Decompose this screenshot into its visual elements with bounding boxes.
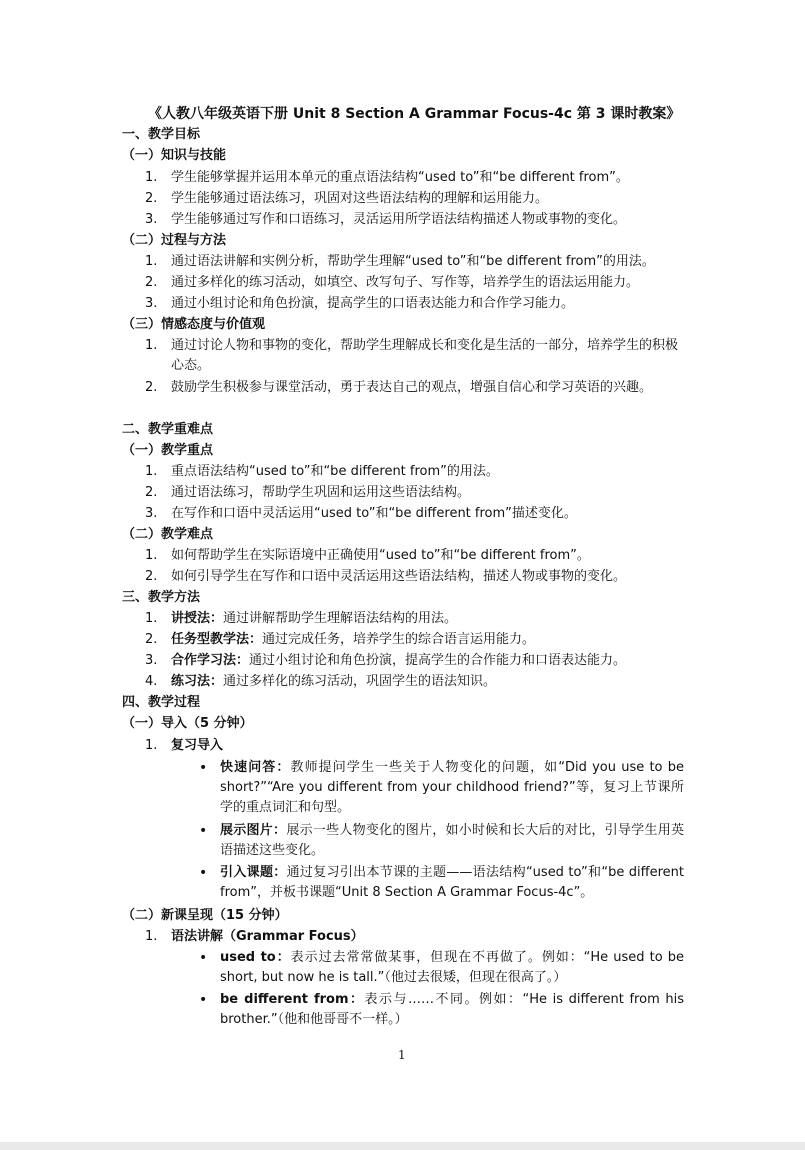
bullet-label: be different from：: [220, 992, 365, 1007]
list-number: 4.: [145, 674, 158, 689]
list-number: 3.: [145, 653, 158, 668]
bullet-icon: •: [199, 950, 208, 966]
bullet-text: 展示一些人物变化的图片，如小时候和长大后的对比，引导学生用英语描述这些变化。: [220, 823, 684, 858]
bullet-text: 表示过去常常做某事，但现在不再做了。例如：“He used to be short, but now he is tall.”（他过去很矮，但现在很高了。）: [220, 950, 684, 985]
step-label: 语法讲解（Grammar Focus）: [171, 929, 364, 944]
list-item: 重点语法结构“used to”和“be different from”的用法。: [171, 464, 499, 479]
list-number: 1.: [145, 338, 158, 353]
list-number: 3.: [145, 212, 158, 227]
list-number: 3.: [145, 506, 158, 521]
method-label: 任务型教学法：: [171, 632, 263, 647]
list-item: 如何帮助学生在实际语境中正确使用“used to”和“be different from”。: [171, 548, 590, 563]
section-heading-methods: 三、教学方法: [122, 590, 201, 605]
list-item: 通过小组讨论和角色扮演，提高学生的口语表达能力和合作学习能力。: [171, 296, 575, 311]
subheading-knowledge: （一）知识与技能: [122, 148, 227, 163]
section-heading-process: 四、教学过程: [122, 695, 201, 710]
method-label: 合作学习法：: [171, 653, 250, 668]
method-item: [171, 651, 626, 671]
method-label: 讲授法：: [171, 611, 224, 626]
bullet-item: [220, 821, 684, 861]
step-label: 复习导入: [171, 738, 224, 753]
document-title: 《人教八年级英语下册 Unit 8 Section A Grammar Focus-4c 第 3 课时教案》: [148, 106, 681, 122]
list-number: 2.: [145, 632, 158, 647]
subheading-focus: （一）教学重点: [122, 443, 214, 458]
bullet-label: 快速问答：: [220, 760, 291, 775]
list-item: 学生能够通过语法练习，巩固对这些语法结构的理解和运用能力。: [171, 191, 549, 206]
method-text: 通过多样化的练习活动，巩固学生的语法知识。: [223, 674, 497, 689]
list-number: 1.: [145, 548, 158, 563]
list-item: 如何引导学生在写作和口语中灵活运用这些语法结构，描述人物或事物的变化。: [171, 569, 627, 584]
list-item: 学生能够通过写作和口语练习，灵活运用所学语法结构描述人物或事物的变化。: [171, 212, 627, 227]
list-item: 通过讨论人物和事物的变化，帮助学生理解成长和变化是生活的一部分，培养学生的积极心态。: [171, 338, 679, 373]
bullet-icon: •: [199, 760, 208, 776]
bullet-item: [220, 758, 684, 818]
subheading-difficulty: （二）教学难点: [122, 527, 214, 542]
method-label: 练习法：: [171, 674, 224, 689]
bullet-item: [220, 990, 684, 1030]
bullet-item: [220, 863, 684, 903]
list-item: 通过多样化的练习活动，如填空、改写句子、写作等，培养学生的语法运用能力。: [171, 275, 640, 290]
list-number: 2.: [145, 191, 158, 206]
method-text: 通过讲解帮助学生理解语法结构的用法。: [223, 611, 458, 626]
bullet-icon: •: [199, 992, 208, 1008]
list-item: 通过语法练习，帮助学生巩固和运用这些语法结构。: [171, 485, 471, 500]
section-heading-key-points: 二、教学重难点: [122, 422, 214, 437]
subheading-lead-in: （一）导入（5 分钟）: [122, 716, 253, 731]
method-text: 通过小组讨论和角色扮演，提高学生的合作能力和口语表达能力。: [249, 653, 627, 668]
bullet-item: [220, 948, 684, 988]
method-item: [171, 609, 457, 629]
list-number: 1.: [145, 254, 158, 269]
subheading-new-lesson: （二）新课呈现（15 分钟）: [122, 908, 288, 923]
bullet-icon: •: [199, 865, 208, 881]
list-number: 1.: [145, 464, 158, 479]
list-item: 学生能够掌握并运用本单元的重点语法结构“used to”和“be different from”。: [171, 170, 629, 185]
method-text: 通过完成任务，培养学生的综合语言运用能力。: [262, 632, 536, 647]
list-number: 1.: [145, 929, 158, 944]
list-item: 在写作和口语中灵活运用“used to”和“be different from”描述变化。: [171, 506, 577, 521]
section-heading-objectives: 一、教学目标: [122, 127, 201, 142]
bullet-text: 表示与……不同。例如：“He is different from his brother.”（他和他哥哥不一样。）: [220, 992, 684, 1027]
list-item: 鼓励学生积极参与课堂活动，勇于表达自己的观点，增强自信心和学习英语的兴趣。: [171, 380, 653, 395]
list-number: 2.: [145, 569, 158, 584]
bullet-text: 教师提问学生一些关于人物变化的问题，如“Did you use to be short?”“Are you different from your childhood friend?”等，复习上节课所学的重点词汇和句型。: [220, 760, 684, 815]
page-bottom-bar: [0, 1142, 805, 1150]
list-number: 1.: [145, 738, 158, 753]
method-item: [171, 630, 535, 650]
bullet-label: used to：: [220, 950, 291, 965]
list-number: 2.: [145, 275, 158, 290]
subheading-attitude: （三）情感态度与价值观: [122, 317, 266, 332]
bullet-label: 引入课题：: [220, 865, 287, 880]
bullet-text: 通过复习引出本节课的主题——语法结构“used to”和“be different from”，并板书课题“Unit 8 Section A Grammar Focus-4c”。: [220, 865, 684, 900]
list-number: 1.: [145, 611, 158, 626]
list-number: 2.: [145, 485, 158, 500]
list-number: 3.: [145, 296, 158, 311]
list-item: 通过语法讲解和实例分析，帮助学生理解“used to”和“be different from”的用法。: [171, 254, 655, 269]
method-item: [171, 672, 496, 692]
page-number: 1: [398, 1048, 406, 1062]
bullet-icon: •: [199, 823, 208, 839]
list-number: 1.: [145, 170, 158, 185]
bullet-label: 展示图片：: [220, 823, 287, 838]
subheading-process: （二）过程与方法: [122, 233, 227, 248]
list-number: 2.: [145, 380, 158, 395]
